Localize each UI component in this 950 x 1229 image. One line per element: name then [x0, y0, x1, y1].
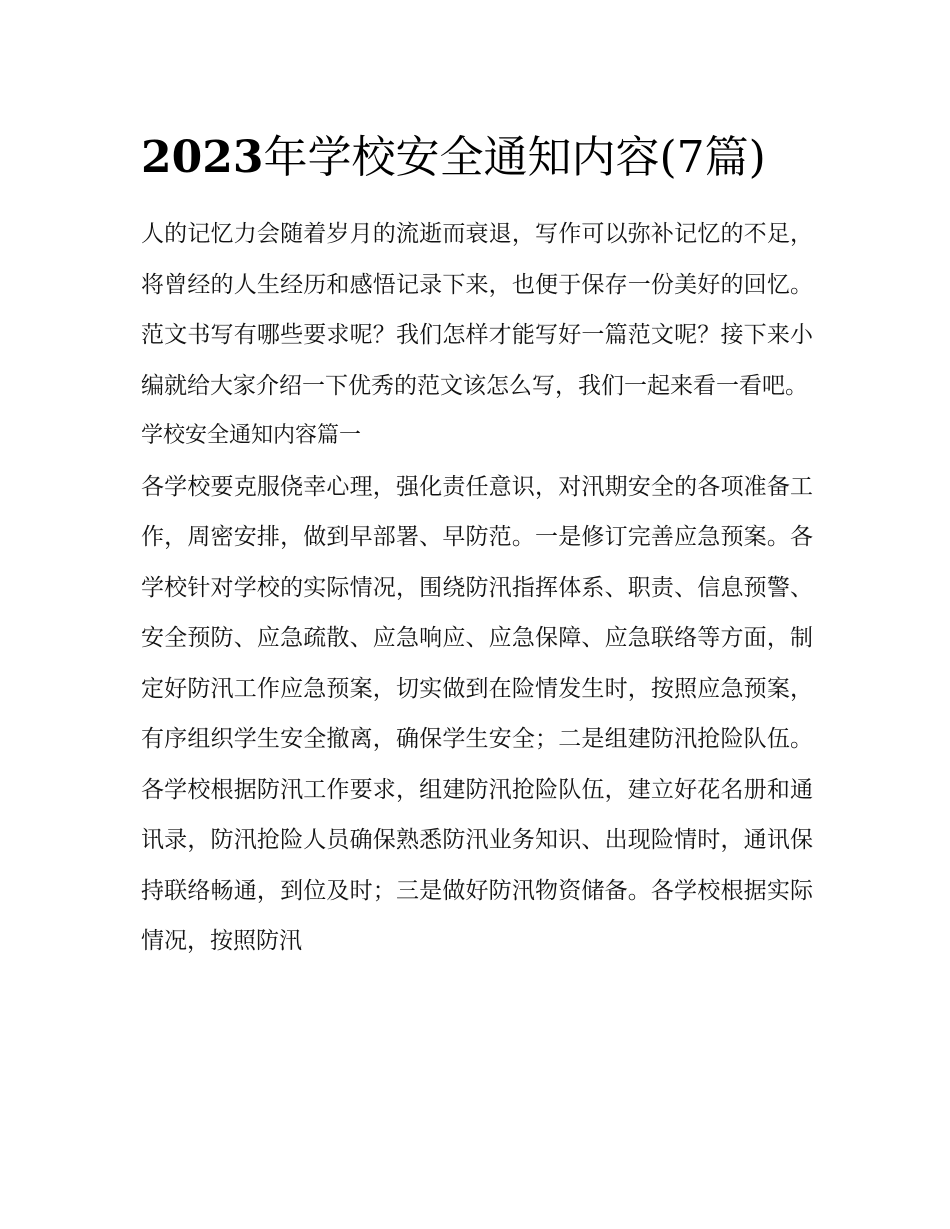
document-title — [141, 118, 813, 198]
title-year: 2023 — [141, 132, 264, 183]
intro-paragraph: 人的记忆力会随着岁月的流逝而衰退，写作可以弥补记忆的不足，将曾经的人生经历和感悟记录下来，也便于保存一份美好的回忆。范文书写有哪些要求呢？我们怎样才能写好一篇范文呢？接下来小编就给大家介绍一下优秀的范文该怎么写，我们一起来看一看吧。 — [141, 221, 813, 399]
section-heading: 学校安全通知内容篇一 — [141, 423, 362, 448]
title-text: 年学校安全通知内容(7篇) — [263, 132, 766, 183]
section-body-paragraph: 各学校要克服侥幸心理，强化责任意识，对汛期安全的各项准备工作，周密安排，做到早部署、早防范。一是修订完善应急预案。各学校针对学校的实际情况，围绕防汛指挥体系、职责、信息预警、安全预防、应急疏散、应急响应、应急保障、应急联络等方面，制定好防汛工作应急预案，切实做到在险情发生时，按照应急预案，有序组织学生安全撤离，确保学生安全；二是组建防汛抢险队伍。各学校根据防汛工作要求，组建防汛抢险队伍，建立好花名册和通讯录，防汛抢险人员确保熟悉防汛业务知识、出现险情时，通讯保持联络畅通，到位及时；三是做好防汛物资储备。各学校根据实际情况，按照防汛 — [141, 473, 813, 954]
document-content — [141, 118, 813, 967]
